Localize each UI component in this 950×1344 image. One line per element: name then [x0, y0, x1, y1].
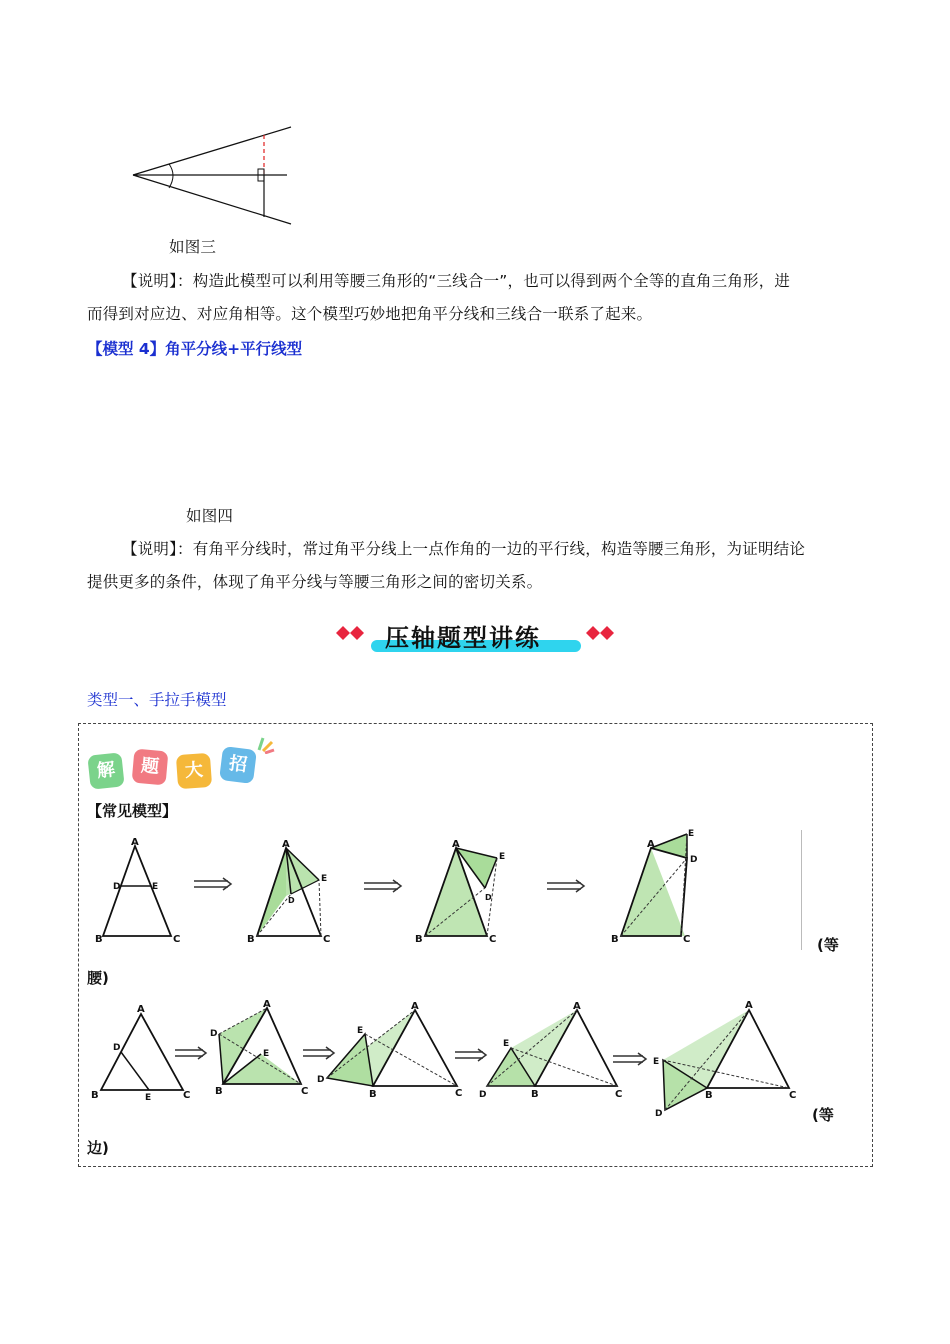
note-one-line-2: 而得到对应边、对应角相等。这个模型巧妙地把角平分线和三线合一联系了起来。 [87, 305, 653, 323]
label-c: C [615, 1089, 623, 1100]
double-arrow-icon [611, 1052, 649, 1066]
label-d: D [210, 1029, 218, 1039]
label-e: E [263, 1049, 270, 1059]
label-a: A [573, 1001, 581, 1012]
label-a: A [263, 999, 271, 1010]
diamond-right-icon [585, 625, 617, 641]
badge-char-2: 题 [132, 749, 169, 786]
label-c: C [173, 934, 181, 944]
common-models-label: 【常见模型】 [87, 802, 178, 820]
label-a: A [745, 1000, 753, 1011]
label-a: A [282, 839, 290, 850]
isosceles-model-1 [93, 836, 193, 944]
double-arrow-icon [192, 877, 234, 891]
label-c: C [183, 1090, 191, 1101]
type-one-heading: 类型一、手拉手模型 [87, 691, 227, 709]
tips-badge [89, 734, 274, 789]
label-e: E [499, 852, 506, 862]
isosceles-model-3 [411, 828, 521, 946]
equilateral-model-4 [479, 1000, 627, 1100]
label-b: B [611, 934, 619, 945]
label-d: D [113, 1043, 121, 1053]
label-d: D [690, 855, 698, 865]
label-e: E [503, 1039, 510, 1049]
label-c: C [789, 1090, 797, 1101]
label-b: B [215, 1086, 223, 1097]
banner-title: 压轴题型讲练 [385, 624, 541, 652]
label-b: B [91, 1090, 99, 1101]
isosceles-model-2 [241, 836, 336, 944]
label-b: B [95, 934, 103, 944]
model-box [78, 723, 873, 1167]
label-d: D [479, 1090, 487, 1100]
label-e: E [357, 1026, 364, 1036]
figure-three-caption: 如图三 [169, 238, 217, 256]
label-e: E [152, 882, 159, 892]
label-b: B [705, 1090, 713, 1101]
label-a: A [411, 1001, 419, 1012]
label-a: A [452, 839, 460, 850]
label-a: A [647, 839, 655, 850]
badge-char-4: 招 [219, 746, 257, 784]
label-d: D [317, 1075, 325, 1085]
label-c: C [301, 1086, 309, 1097]
double-arrow-icon [362, 879, 404, 893]
sparkle-icon [255, 734, 275, 754]
isosceles-label-part-1: (等 [817, 936, 839, 954]
label-e: E [653, 1057, 660, 1067]
section-banner [335, 614, 620, 658]
model-four-heading: 【模型 4】角平分线+平行线型 [87, 340, 303, 358]
figure-four-caption: 如图四 [186, 507, 234, 525]
label-b: B [531, 1089, 539, 1100]
label-e: E [145, 1093, 152, 1102]
label-c: C [323, 934, 331, 944]
equilateral-label-part-2: 边) [87, 1139, 109, 1157]
label-a: A [131, 837, 139, 848]
label-c: C [489, 934, 497, 945]
badge-char-1: 解 [87, 752, 124, 789]
label-a: A [137, 1004, 145, 1015]
label-d: D [655, 1109, 663, 1118]
equilateral-model-3 [315, 1000, 465, 1100]
double-arrow-icon [173, 1046, 209, 1060]
isosceles-label-part-2: 腰) [87, 969, 109, 987]
label-e: E [321, 874, 328, 884]
label-b: B [415, 934, 423, 945]
label-b: B [369, 1089, 377, 1100]
label-b: B [247, 934, 255, 944]
label-d: D [113, 882, 121, 892]
label-c: C [683, 934, 691, 945]
note-two-line-1: 【说明】：有角平分线时，常过角平分线上一点作角的一边的平行线，构造等腰三角形，为证明结论 [122, 540, 806, 558]
note-two-line-2: 提供更多的条件，体现了角平分线与等腰三角形之间的密切关系。 [87, 573, 543, 591]
equilateral-model-5 [651, 998, 801, 1118]
diamond-left-icon [335, 625, 367, 641]
label-d: D [485, 893, 492, 902]
label-c: C [455, 1088, 463, 1099]
double-arrow-icon [545, 879, 587, 893]
note-one-line-1: 【说明】：构造此模型可以利用等腰三角形的“三线合一”，也可以得到两个全等的直角三角形，进 [122, 272, 791, 290]
isosceles-model-4 [603, 828, 703, 946]
label-d: D [288, 896, 295, 905]
row-divider [801, 830, 802, 950]
equilateral-label-part-1: (等 [812, 1106, 834, 1124]
equilateral-model-2 [209, 998, 309, 1098]
label-e: E [688, 829, 695, 839]
badge-char-3: 大 [176, 753, 212, 789]
figure-three-diagram [125, 118, 300, 228]
